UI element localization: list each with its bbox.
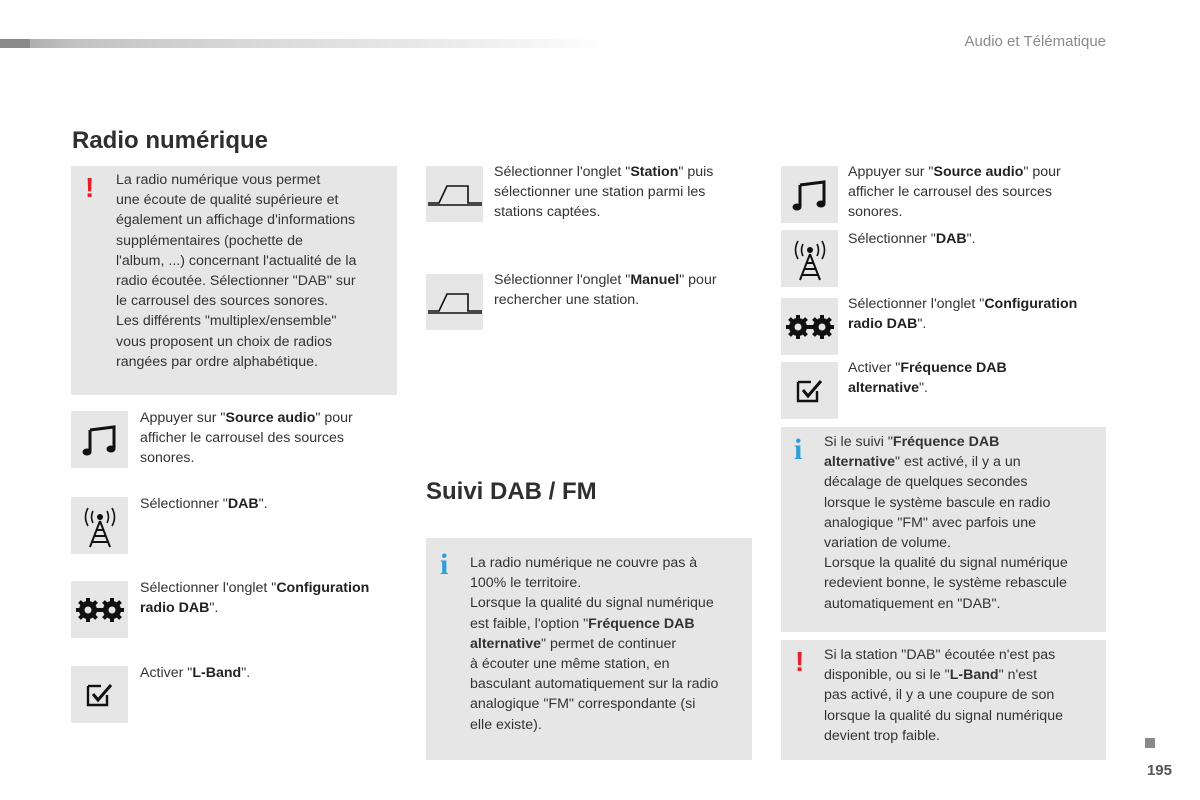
tab-icon (427, 182, 483, 206)
music-note-icon (790, 175, 830, 215)
step-icon-box (71, 497, 128, 554)
step-icon-box (71, 666, 128, 723)
gears-icon (74, 596, 126, 624)
warning-icon: ! (85, 172, 95, 203)
checkbox-icon (795, 377, 825, 405)
step-tab-manuel: Sélectionner l'onglet "Manuel" pour rechercher une station. (494, 272, 717, 309)
header-bar-accent (0, 39, 30, 48)
info-icon: i (440, 548, 449, 581)
step-tab-station: Sélectionner l'onglet "Station" puis sélectionner une station parmi les stations captées. (494, 164, 714, 221)
step-activate-frequence-dab: Activer "Fréquence DAB alternative". (848, 360, 1007, 397)
step-icon-box (71, 411, 128, 468)
step-icon-box (781, 362, 838, 419)
info-note (781, 427, 1106, 632)
info-icon: i (794, 433, 803, 466)
step-activate-l-band: Activer "L-Band". (140, 665, 251, 681)
step-icon-box (71, 581, 128, 638)
antenna-tower-icon (80, 503, 120, 549)
heading-suivi-dab-fm: Suivi DAB / FM (426, 478, 597, 505)
warning-note-text: La radio numérique vous permet une écoute de qualité supérieure et également un affichage d'informations supplémentaires (pochette de l'album, ...) concernant l'actualité de la radio écoutée. Sélectionner "DAB" sur le carrousel des sources sonores. Les différents "multiplex/ensemble" vous proposent un choix de radios rangées par ordre alphabétique. (116, 172, 357, 370)
step-source-audio: Appuyer sur "Source audio" pour afficher le carrousel des sources sonores. (140, 410, 353, 467)
step-icon-box (781, 230, 838, 287)
info-note-text: La radio numérique ne couvre pas à 100% le territoire. Lorsque la qualité du signal numérique est faible, l'option "Fréquence DAB alternative" permet de continuer à écouter une même station, en basculant automatiquement sur la radio analogique "FM" correspondante (si elle existe). (470, 555, 719, 733)
step-select-dab: Sélectionner "DAB". (848, 231, 976, 247)
gears-icon (784, 313, 836, 341)
warning-icon: ! (795, 646, 805, 677)
step-select-dab: Sélectionner "DAB". (140, 496, 268, 512)
antenna-tower-icon (790, 236, 830, 282)
warning-note (71, 166, 397, 395)
step-icon-box (426, 166, 483, 222)
info-note (426, 538, 752, 760)
music-note-icon (80, 420, 120, 460)
step-icon-box (426, 274, 483, 330)
info-note-text: Si le suivi "Fréquence DAB alternative" est activé, il y a un décalage de quelques secondes lorsque le système bascule en radio analogique "FM" avec parfois une variation de volume. Lorsque la qualité du signal numérique redevient bonne, le système rebascule automatiquement en "DAB". (824, 434, 1068, 612)
step-icon-box (781, 166, 838, 223)
warning-note (781, 640, 1106, 760)
page-marker (1145, 738, 1155, 748)
step-icon-box (781, 298, 838, 355)
step-config-radio-dab: Sélectionner l'onglet "Configuration radio DAB". (848, 296, 1078, 333)
tab-icon (427, 290, 483, 314)
step-source-audio: Appuyer sur "Source audio" pour afficher le carrousel des sources sonores. (848, 164, 1061, 221)
step-config-radio-dab: Sélectionner l'onglet "Configuration radio DAB". (140, 580, 370, 617)
header-gradient-bar (0, 39, 610, 48)
section-title: Audio et Télématique (964, 33, 1106, 50)
heading-radio-numerique: Radio numérique (72, 127, 269, 154)
warning-note-text: Si la station "DAB" écoutée n'est pas disponible, ou si le "L-Band" n'est pas activé, il y a une coupure de son lorsque la qualité du signal numérique devient trop faible. (824, 647, 1063, 744)
checkbox-icon (85, 681, 115, 709)
page-number: 195 (1146, 762, 1172, 779)
